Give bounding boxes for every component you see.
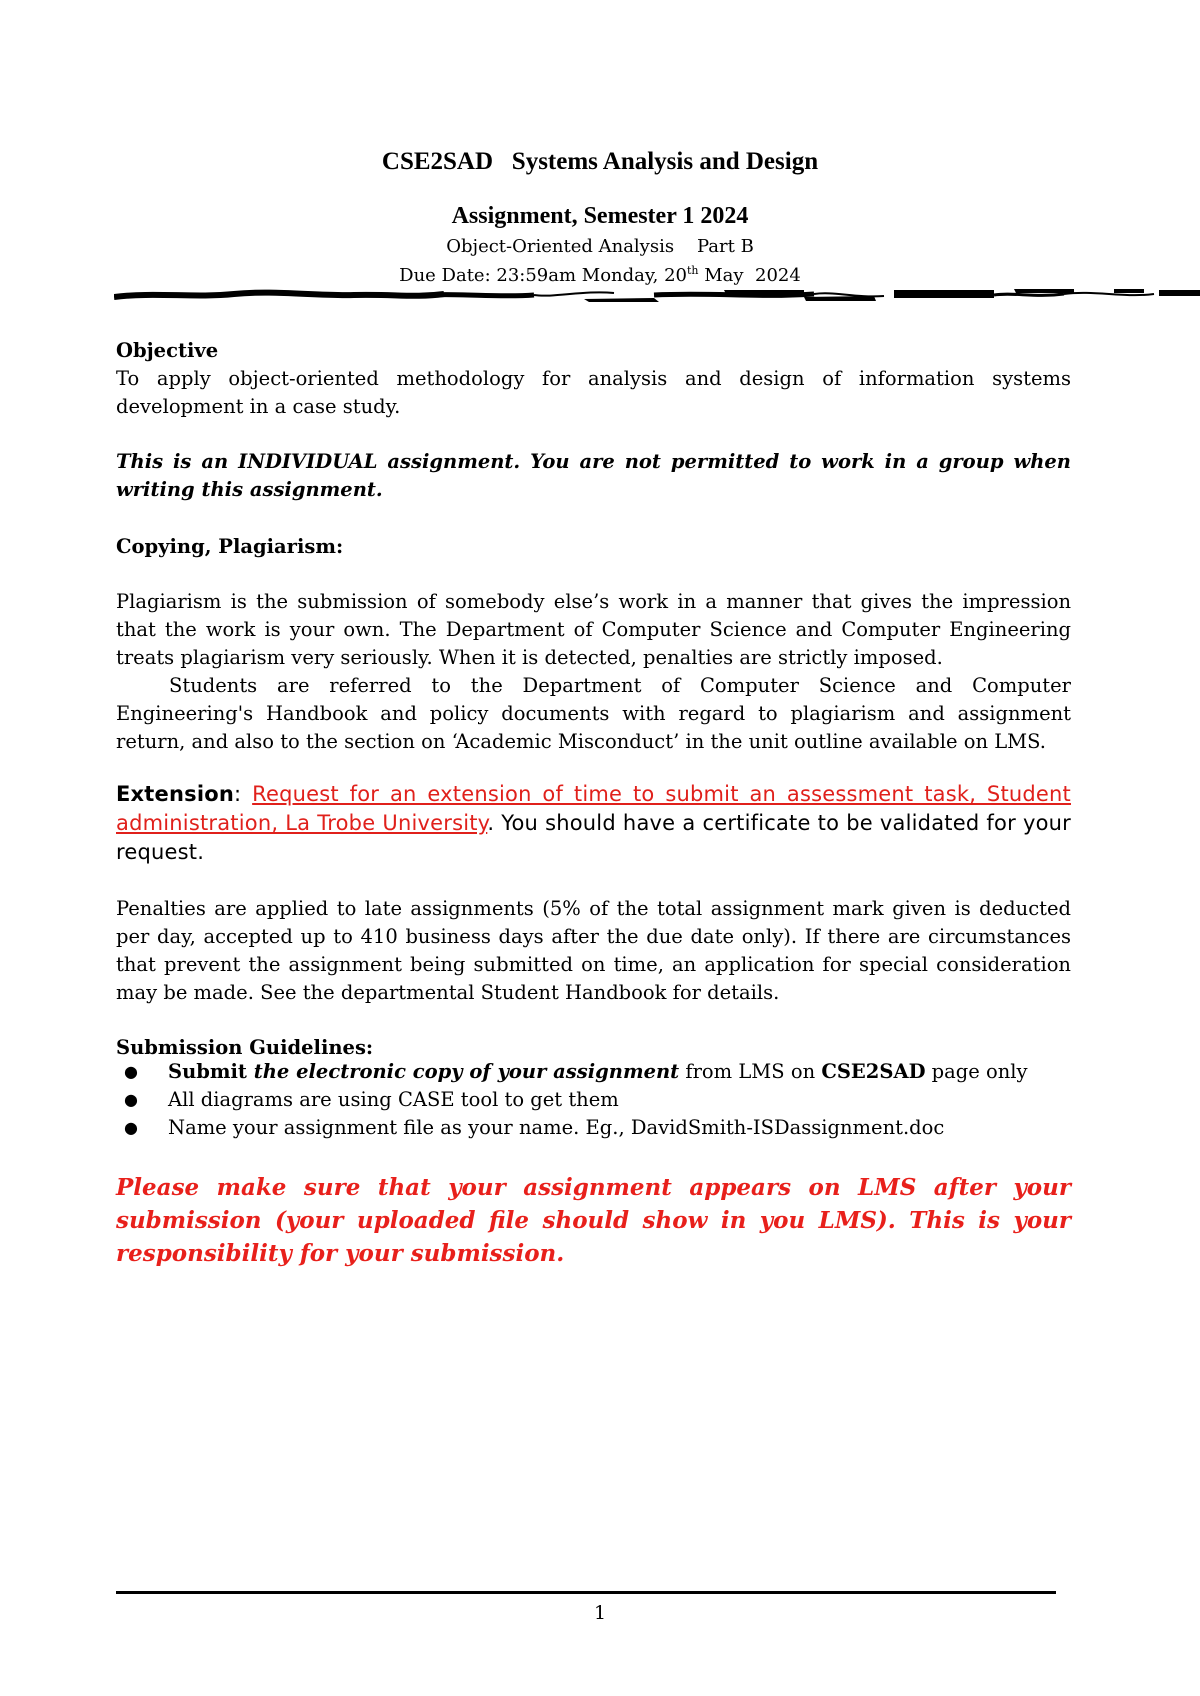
due-date-sup: th (687, 264, 699, 277)
objective-text: To apply object-oriented methodology for analysis and design of information systems development in a case study. (116, 367, 1071, 418)
extension-request-link[interactable]: Request for an extension of time to submit an assessment task, Student administration, La Trobe University (116, 782, 1071, 835)
plagiarism-para-2: Students are referred to the Department of Computer Science and Computer Engineering's Handbook and policy documents with regard to plagiarism and assignment return, and also to the section on ‘Academic Misconduct’ in the unit outline available on LMS. (116, 674, 1071, 753)
filename-text: Name your assignment file as your name. Eg., DavidSmith-ISDassignment.doc (168, 1116, 945, 1139)
bullet-icon: ● (124, 1062, 138, 1081)
part-label: Object-Oriented Analysis Part B (446, 236, 754, 257)
from-lms-text: from LMS on (679, 1060, 822, 1083)
bullet-icon: ● (124, 1090, 138, 1109)
list-item (116, 1114, 1071, 1142)
due-date-suffix: May 2024 (698, 265, 801, 286)
due-date-prefix: Due Date: 23:59am Monday, 20 (399, 265, 688, 286)
page-number: 1 (593, 1602, 607, 1624)
page-only-text: page only (925, 1060, 1028, 1083)
footer-divider (116, 1591, 1056, 1594)
plagiarism-heading: Copying, Plagiarism: (116, 535, 344, 558)
submission-warning: Please make sure that your assignment appears on LMS after your submission (your uploaded file should show in you LMS). This is your responsibility for your submission. (116, 1174, 1071, 1267)
extension-after-text: . You should have a certificate to be validated for your request. (116, 811, 1071, 864)
list-item (116, 1086, 1071, 1114)
extension-paragraph (116, 780, 1071, 867)
course-code: CSE2SAD (821, 1060, 926, 1083)
extension-label: Extension (116, 782, 234, 806)
extension-colon: : (234, 782, 253, 806)
list-item (116, 1058, 1071, 1086)
plagiarism-para-1: Plagiarism is the submission of somebody else’s work in a manner that gives the impression that the work is your own. The Department of Computer Science and Computer Engineering treats plagiarism very seriously. When it is detected, penalties are strictly imposed. (116, 590, 1071, 669)
individual-notice: This is an INDIVIDUAL assignment. You are not permitted to work in a group when writing this assignment. (116, 450, 1071, 501)
electronic-copy-text: the electronic copy of your assignment (246, 1060, 680, 1083)
decorative-wave-divider (114, 286, 1200, 306)
submit-word: Submit (168, 1060, 247, 1083)
objective-heading: Objective (116, 339, 219, 362)
submission-heading: Submission Guidelines: (116, 1036, 374, 1059)
assignment-subtitle: Assignment, Semester 1 2024 (451, 203, 749, 229)
penalties-paragraph: Penalties are applied to late assignments (5% of the total assignment mark given is deducted per day, accepted up to 410 business days after the due date only). If there are circumstances that prevent the assignment being submitted on time, an application for special consideration may be made. See the departmental Student Handbook for details. (116, 897, 1071, 1004)
course-title: CSE2SAD Systems Analysis and Design (381, 148, 819, 175)
bullet-icon: ● (124, 1118, 138, 1137)
due-date (0, 264, 1200, 286)
diagrams-text: All diagrams are using CASE tool to get them (168, 1088, 619, 1111)
submission-guidelines-list (116, 1058, 1071, 1142)
